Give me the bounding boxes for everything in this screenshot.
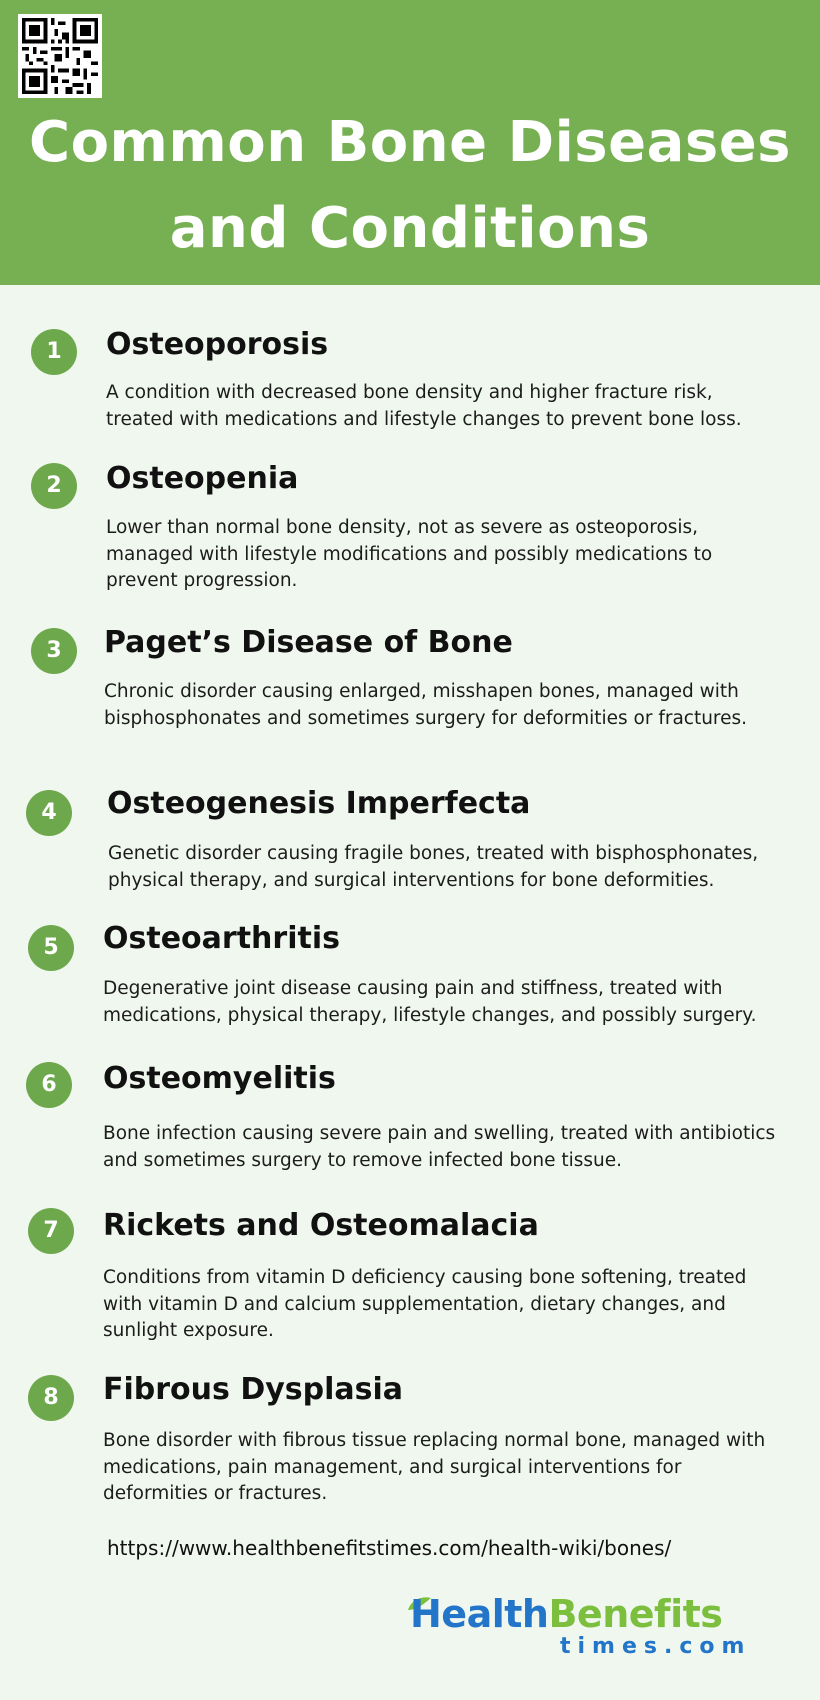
item-description: Genetic disorder causing fragile bones, treated with bisphosphonates, physical therapy, and surgical interventions for bone deformities. bbox=[108, 843, 759, 891]
item-description: Chronic disorder causing enlarged, misshapen bones, managed with bisphosphonates and sometimes surgery for deformities or fractures. bbox=[104, 681, 748, 729]
logo-wordmark bbox=[410, 1592, 722, 1636]
item-title: Paget’s Disease of Bone bbox=[104, 625, 513, 660]
number-badge: 7 bbox=[28, 1208, 74, 1254]
logo-part-benefits: Benefits bbox=[548, 1592, 723, 1636]
item-description: Conditions from vitamin D deficiency causing bone softening, treated with vitamin D and calcium supplementation, dietary changes, and sunlight exposure. bbox=[103, 1267, 747, 1341]
brand-logo bbox=[410, 1592, 750, 1662]
page-title bbox=[0, 100, 820, 272]
logo-part-health: Health bbox=[410, 1592, 549, 1636]
item-description: A condition with decreased bone density and higher fracture risk, treated with medications and lifestyle changes to prevent bone loss. bbox=[106, 382, 742, 430]
number-badge: 1 bbox=[31, 329, 77, 375]
item-description: Lower than normal bone density, not as severe as osteoporosis, managed with lifestyle modifications and possibly medications to prevent progression. bbox=[106, 517, 713, 591]
title-line-1: Common Bone Diseases bbox=[28, 110, 792, 175]
header-banner bbox=[0, 0, 820, 285]
item-title: Osteopenia bbox=[106, 461, 299, 496]
item-title: Osteogenesis Imperfecta bbox=[107, 786, 531, 821]
item-title: Rickets and Osteomalacia bbox=[103, 1208, 539, 1243]
item-description: Degenerative joint disease causing pain and stiffness, treated with medications, physical therapy, lifestyle changes, and possibly surgery. bbox=[103, 978, 757, 1026]
logo-subtext: times.com bbox=[560, 1634, 752, 1659]
item-title: Osteoporosis bbox=[106, 327, 329, 362]
item-title: Osteomyelitis bbox=[103, 1061, 336, 1096]
title-line-2: and Conditions bbox=[169, 196, 651, 261]
item-description: Bone infection causing severe pain and swelling, treated with antibiotics and sometimes surgery to remove infected bone tissue. bbox=[103, 1123, 776, 1171]
number-badge: 6 bbox=[26, 1062, 72, 1108]
qr-code bbox=[18, 14, 102, 98]
number-badge: 8 bbox=[28, 1375, 74, 1421]
number-badge: 4 bbox=[26, 790, 72, 836]
number-badge: 2 bbox=[31, 463, 77, 509]
item-description: Bone disorder with fibrous tissue replacing normal bone, managed with medications, pain management, and surgical interventions for deformities or fractures. bbox=[103, 1430, 766, 1504]
number-badge: 3 bbox=[31, 628, 77, 674]
item-title: Fibrous Dysplasia bbox=[103, 1372, 404, 1407]
source-url[interactable]: https://www.healthbenefitstimes.com/health-wiki/bones/ bbox=[107, 1536, 672, 1560]
number-badge: 5 bbox=[28, 925, 74, 971]
item-title: Osteoarthritis bbox=[103, 921, 340, 956]
